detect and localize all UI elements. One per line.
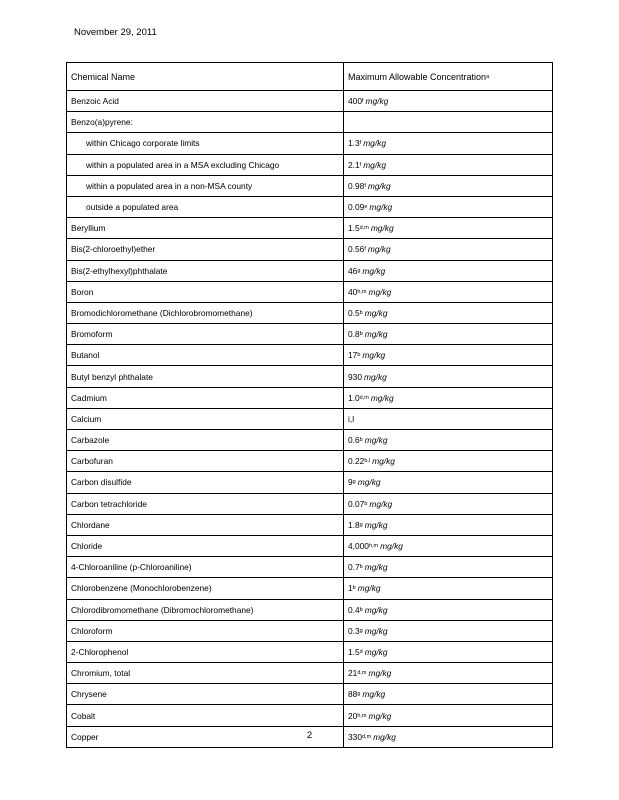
concentration-value: 0.8	[348, 329, 360, 340]
concentration-unit: mg/kg	[368, 286, 392, 297]
chemical-name: Butanol	[71, 350, 100, 361]
concentration-value: i,l	[348, 413, 355, 424]
chemical-name: Calcium	[71, 413, 102, 424]
chemical-name: Chlorodibromomethane (Dibromochloromethane)	[71, 604, 254, 615]
concentration-unit: mg/kg	[364, 604, 388, 615]
table-row	[67, 515, 552, 536]
table-row	[67, 705, 552, 726]
table-row	[67, 91, 552, 112]
chemical-name: within Chicago corporate limits	[86, 138, 200, 149]
concentration-unit: mg/kg	[380, 541, 403, 552]
table-row	[67, 324, 552, 345]
chemical-name: Bis(2-ethylhexyl)phthalate	[71, 265, 168, 276]
table-row	[67, 409, 552, 430]
chemical-name: within a populated area in a non-MSA county	[86, 180, 253, 191]
concentration-unit: mg/kg	[364, 329, 388, 340]
chemical-name: Carbon tetrachloride	[71, 498, 147, 509]
concentration-unit: mg/kg	[363, 138, 386, 149]
chemical-name: outside a populated area	[86, 202, 179, 213]
concentration-value: 0.98	[348, 180, 365, 191]
max-concentration: 46 g mg/kg	[343, 261, 385, 281]
table-row	[67, 451, 552, 472]
concentration-value: 1.3	[348, 138, 360, 149]
concentration-value: 400	[348, 96, 362, 107]
table-row	[67, 557, 552, 578]
page-number: 2	[306, 730, 313, 741]
concentration-value: 1.0	[348, 392, 360, 403]
concentration-value: 0.7	[348, 562, 360, 573]
concentration-value: 17	[348, 350, 358, 361]
concentration-unit: mg/kg	[362, 265, 386, 276]
concentration-unit: mg/kg	[367, 244, 391, 255]
max-concentration: 0.4 b mg/kg	[343, 600, 388, 620]
concentration-value: 0.09	[348, 202, 365, 213]
concentration-unit: mg/kg	[364, 435, 388, 446]
concentration-unit: mg/kg	[369, 202, 393, 213]
max-concentration	[343, 409, 356, 429]
max-concentration: 1 b mg/kg	[343, 578, 381, 598]
max-concentration: 330 d,m mg/kg	[343, 727, 396, 747]
table-row	[67, 112, 552, 133]
chemical-name: Bis(2-chloroethyl)ether	[71, 244, 156, 255]
chemical-name: Chrysene	[71, 689, 107, 700]
concentration-value: 9	[348, 477, 353, 488]
table-row	[67, 239, 552, 260]
concentration-value: 1.8	[348, 519, 360, 530]
table-row	[67, 684, 552, 705]
chemical-name: Bromoform	[71, 329, 113, 340]
table-row	[67, 176, 552, 197]
table-row	[67, 430, 552, 451]
table-row	[67, 388, 552, 409]
concentration-unit: mg/kg	[363, 159, 386, 170]
table-row	[67, 345, 552, 366]
header-date: November 29, 2011	[74, 27, 157, 38]
chemical-name: Carbofuran	[71, 456, 113, 467]
chemical-name: Boron	[71, 286, 94, 297]
concentration-value: 88	[348, 689, 358, 700]
chemical-name: within a populated area in a MSA excluding Chicago	[86, 159, 280, 170]
concentration-unit: mg/kg	[370, 392, 394, 403]
concentration-value: 0.07	[348, 498, 365, 509]
concentration-value: 0.56	[348, 244, 365, 255]
max-concentration: 2.1 f mg/kg	[343, 155, 386, 175]
max-concentration: 0.8 b mg/kg	[343, 324, 388, 344]
concentration-value: 0.4	[348, 604, 360, 615]
max-concentration: 21 d,m mg/kg	[343, 663, 391, 683]
concentration-value: 1.5	[348, 646, 360, 657]
max-concentration: 40 h,m mg/kg	[343, 282, 391, 302]
concentration-value: 2.1	[348, 159, 360, 170]
concentration-value: 0.3	[348, 625, 360, 636]
table-row	[67, 663, 552, 684]
table-row	[67, 642, 552, 663]
concentration-unit: mg/kg	[373, 731, 396, 742]
table-row	[67, 600, 552, 621]
column-header-chemical-name: Chemical Name	[71, 71, 136, 82]
concentration-unit: mg/kg	[368, 668, 392, 679]
max-concentration: 1.8 g mg/kg	[343, 515, 388, 535]
column-header-max-concentration: Maximum Allowable Concentration a	[343, 63, 489, 90]
max-concentration: 1.0 d,m mg/kg	[343, 388, 394, 408]
concentration-unit: mg/kg	[357, 477, 381, 488]
table-row	[67, 197, 552, 218]
max-concentration: 20 h,m mg/kg	[343, 705, 391, 725]
chemical-name: Benzoic Acid	[71, 96, 119, 107]
max-concentration: 1.5 d,m mg/kg	[343, 218, 394, 238]
table-row	[67, 133, 552, 154]
concentration-unit: mg/kg	[364, 646, 388, 657]
table-body	[67, 91, 552, 747]
chemical-name: Chromium, total	[71, 668, 131, 679]
concentration-value: 1	[348, 583, 353, 594]
concentration-unit: mg/kg	[368, 710, 392, 721]
table-row	[67, 282, 552, 303]
chemical-name: Cobalt	[71, 710, 96, 721]
max-concentration: 0.98 f mg/kg	[343, 176, 391, 196]
table-row	[67, 303, 552, 324]
max-concentration: 0.22 b,l mg/kg	[343, 451, 395, 471]
chemical-name: Benzo(a)pyrene:	[71, 117, 133, 128]
concentration-value: 21	[348, 668, 358, 679]
concentration-unit: mg/kg	[362, 689, 386, 700]
concentration-unit: mg/kg	[364, 519, 388, 530]
concentration-table	[66, 62, 553, 748]
max-concentration: 1.5 d mg/kg	[343, 642, 388, 662]
chemical-name: Beryllium	[71, 223, 106, 234]
max-concentration: 0.7 b mg/kg	[343, 557, 388, 577]
max-concentration: 0.56 f mg/kg	[343, 239, 391, 259]
chemical-name: Copper	[71, 731, 99, 742]
chemical-name: Butyl benzyl phthalate	[71, 371, 153, 382]
concentration-value: 46	[348, 265, 358, 276]
concentration-value: 0.5	[348, 307, 360, 318]
max-concentration: 0.09 e mg/kg	[343, 197, 392, 217]
table-header-row	[67, 63, 552, 91]
table-row	[67, 366, 552, 387]
concentration-value: 0.22	[348, 456, 365, 467]
max-concentration: 9 g mg/kg	[343, 472, 381, 492]
max-concentration	[343, 366, 387, 386]
max-concentration: 88 g mg/kg	[343, 684, 385, 704]
max-concentration: 0.07 b mg/kg	[343, 494, 392, 514]
chemical-name: Carbon disulfide	[71, 477, 132, 488]
concentration-value: 20	[348, 710, 358, 721]
concentration-unit: mg/kg	[364, 307, 388, 318]
concentration-unit: mg/kg	[372, 456, 395, 467]
chemical-name: Chlordane	[71, 519, 110, 530]
max-concentration: 17 b mg/kg	[343, 345, 385, 365]
max-concentration: 0.6 b mg/kg	[343, 430, 388, 450]
concentration-value: 1.5	[348, 223, 360, 234]
max-concentration	[343, 112, 350, 132]
concentration-unit: mg/kg	[370, 223, 394, 234]
max-concentration: 0.3 g mg/kg	[343, 621, 388, 641]
concentration-value: 0.6	[348, 435, 360, 446]
concentration-value: 40	[348, 286, 358, 297]
max-concentration: 1.3 f mg/kg	[343, 133, 386, 153]
chemical-name: Chloride	[71, 541, 103, 552]
table-row	[67, 155, 552, 176]
table-row	[67, 621, 552, 642]
chemical-name: Chlorobenzene (Monochlorobenzene)	[71, 583, 212, 594]
max-concentration: 0.5 b mg/kg	[343, 303, 388, 323]
chemical-name: Chloroform	[71, 625, 113, 636]
chemical-name: 2-Chlorophenol	[71, 646, 129, 657]
concentration-unit: mg/kg	[362, 350, 386, 361]
max-concentration: 4,000 h,m mg/kg	[343, 536, 403, 556]
table-row	[67, 472, 552, 493]
concentration-unit: mg/kg	[364, 562, 388, 573]
concentration-unit: mg/kg	[364, 625, 388, 636]
concentration-unit: mg/kg	[363, 371, 387, 382]
concentration-unit: mg/kg	[365, 96, 389, 107]
concentration-unit: mg/kg	[369, 498, 393, 509]
concentration-unit: mg/kg	[367, 180, 391, 191]
table-row	[67, 494, 552, 515]
chemical-name: Cadmium	[71, 392, 107, 403]
max-concentration: 400 f mg/kg	[343, 91, 388, 111]
chemical-name: Bromodichloromethane (Dichlorobromomethane)	[71, 307, 253, 318]
column-header-max-concentration-label: Maximum Allowable Concentration	[348, 71, 487, 82]
table-row	[67, 578, 552, 599]
table-row	[67, 218, 552, 239]
concentration-unit: mg/kg	[357, 583, 381, 594]
concentration-value: 930	[348, 371, 362, 382]
table-row	[67, 536, 552, 557]
chemical-name: 4-Chloroaniline (p-Chloroaniline)	[71, 562, 192, 573]
concentration-value: 4,000	[348, 541, 369, 552]
chemical-name: Carbazole	[71, 435, 110, 446]
table-row	[67, 261, 552, 282]
concentration-value: 330	[348, 731, 362, 742]
